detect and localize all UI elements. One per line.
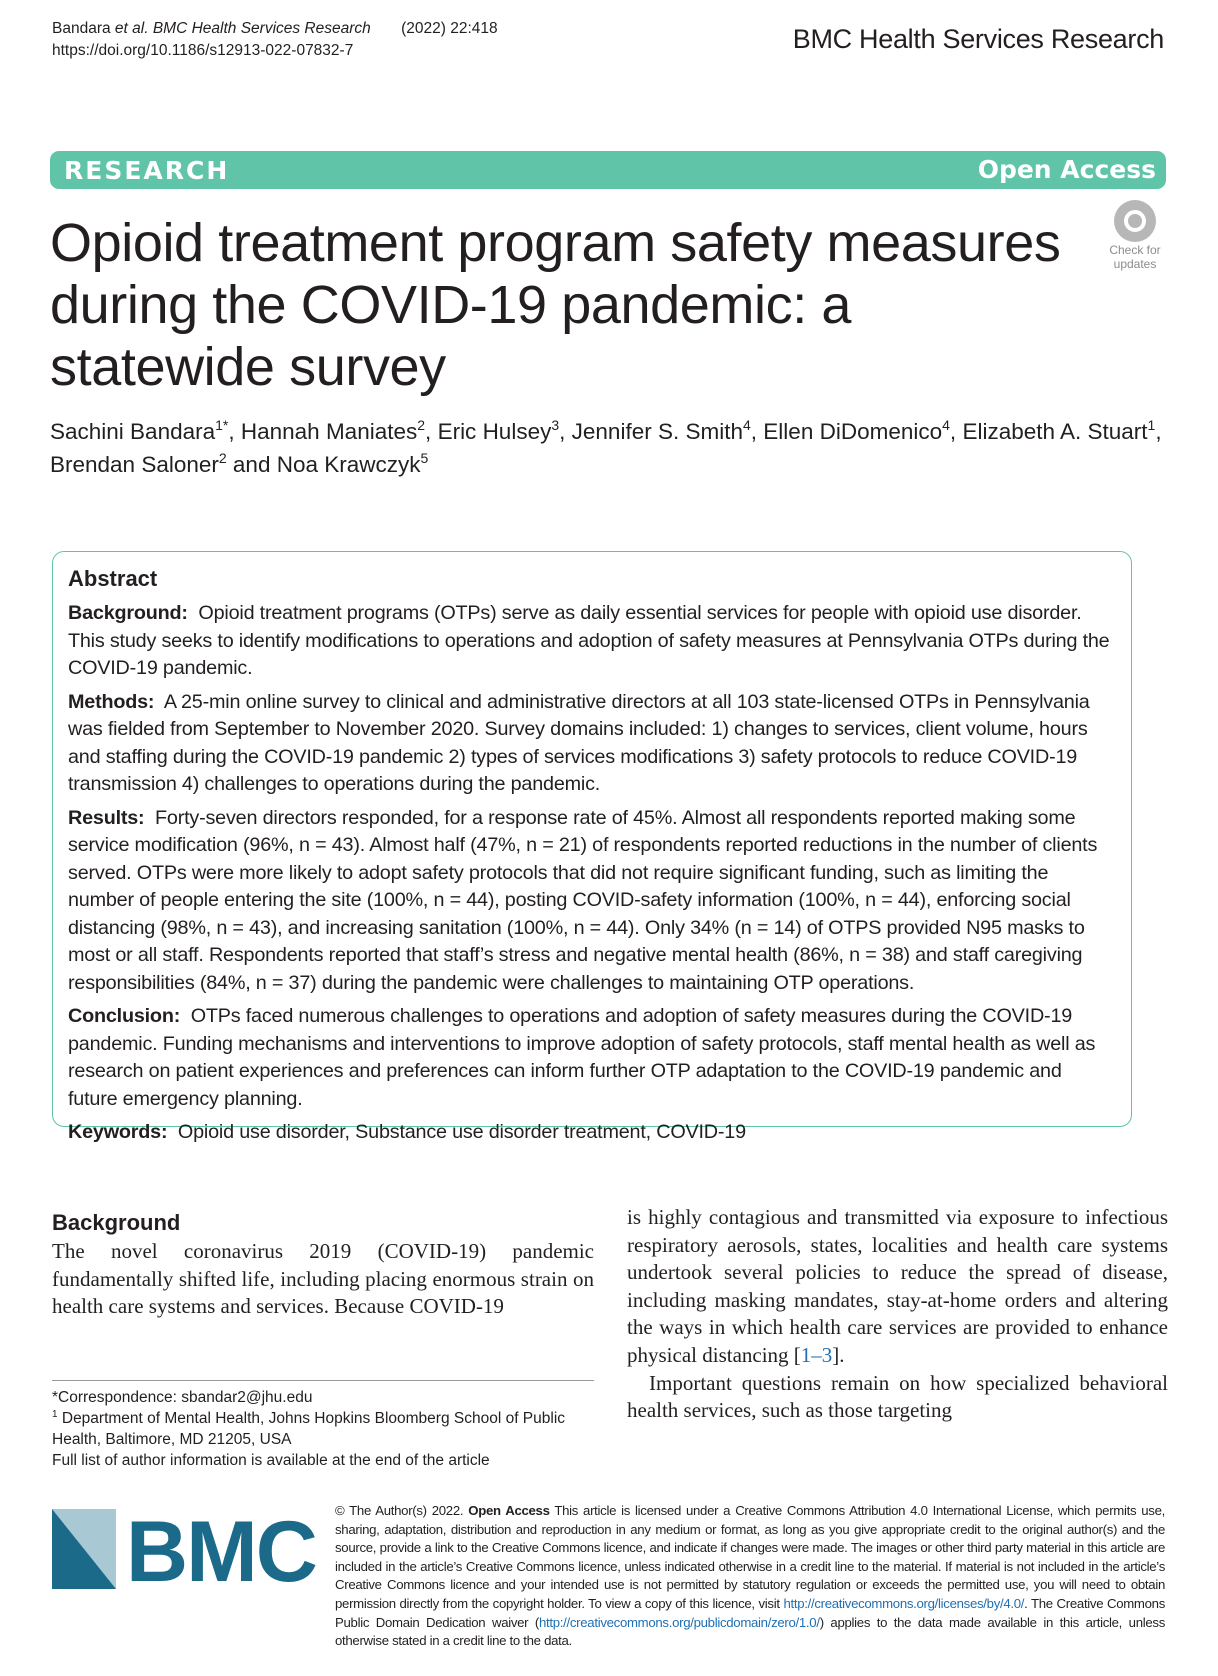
abstract-box	[52, 551, 1132, 1143]
check-updates-line1: Check for	[1109, 243, 1161, 257]
author-name-text: Eric Hulsey	[437, 419, 552, 444]
section-heading-background: Background	[52, 1210, 181, 1235]
check-for-updates-badge[interactable]	[1104, 200, 1166, 271]
license-statement	[335, 1502, 1165, 1651]
header-volume: (2022) 22:418	[401, 20, 498, 37]
abstract-background-label: Background:	[68, 602, 188, 624]
running-header	[52, 18, 498, 62]
license-text-3: ) applies to the data made available in this article, unless otherwise stated in a credit line to the data.	[335, 1614, 1165, 1649]
abstract-results	[68, 805, 1116, 998]
journal-name: BMC Health Services Research	[792, 24, 1164, 54]
author-list	[50, 415, 1170, 481]
author-separator: ,	[559, 419, 572, 444]
author-affiliation-sup: 5	[420, 450, 429, 466]
author-name-text: Elizabeth A. Stuart	[962, 419, 1148, 444]
author-separator: ,	[750, 419, 764, 444]
license-text-1: This article is licensed under a Creative Commons Attribution 4.0 International License, which permits use, sharing, adaptation, distribution and reproduction in any medium or format, as long as you give appropriate credit to the original author(s) and the source, provide a link to the Creative Commons licence, and indicate if changes were made. The images or other third party material in this article are included in the article’s Creative Commons licence, unless indicated otherwise in a credit line to the material. If material is not included in the article’s Creative Commons licence and your intended use is not permitted by statutory regulation or exceeds the permitted use, you will need to obtain permission directly from the copyright holder. To view a copy of this licence, visit	[335, 1503, 1165, 1611]
check-updates-icon	[1114, 200, 1156, 242]
footnotes	[52, 1380, 594, 1471]
header-doi-link[interactable]: https://doi.org/10.1186/s12913-022-07832-7	[52, 42, 354, 59]
header-authors: Bandara	[52, 20, 111, 37]
author-separator: ,	[228, 419, 241, 444]
license-copyright: © The Author(s) 2022.	[335, 1503, 464, 1518]
affiliation-number: 1	[52, 1409, 58, 1420]
section-label: RESEARCH	[64, 156, 230, 185]
author-name-text: Brendan Saloner	[50, 452, 219, 477]
body-left-column	[52, 1208, 594, 1321]
author-name[interactable]	[572, 419, 751, 444]
author-separator: ,	[425, 419, 438, 444]
bmc-logo-text: BMC	[126, 1509, 316, 1589]
author-separator: and	[226, 452, 277, 477]
abstract-methods-text: A 25-min online survey to clinical and administrative directors at all 103 state-licensed OTPs in Pennsylvania was fielded from September to November 2020. Survey domains included: 1) changes to services, client volume, hours and staffing during the COVID-19 pandemic 2) types of services modifications 3) safety protocols to reduce COVID-19 transmission 4) challenges to operations during the pandemic.	[68, 690, 1090, 795]
author-name[interactable]	[438, 419, 560, 444]
author-affiliation-sup: 1	[1147, 417, 1156, 433]
body-paragraph-2: Important questions remain on how specialized behavioral health services, such as those targeting	[627, 1370, 1168, 1423]
license-url-cc-by[interactable]: http://creativecommons.org/licenses/by/4.0/	[783, 1595, 1025, 1611]
abstract-background	[68, 600, 1116, 683]
author-name[interactable]	[241, 419, 425, 444]
body-right-column	[627, 1204, 1168, 1425]
header-journal-abbrev: et al. BMC Health Services Research	[114, 20, 371, 37]
section-banner	[50, 151, 1166, 189]
author-affiliation-sup: 4	[742, 417, 751, 433]
abstract-conclusion-label: Conclusion:	[68, 1005, 181, 1027]
author-affiliation-sup: 2	[218, 450, 227, 466]
license-open-access: Open Access	[468, 1503, 550, 1518]
author-info-note: Full list of author information is available at the end of the article	[52, 1452, 490, 1469]
author-name-text: Jennifer S. Smith	[571, 419, 743, 444]
author-separator: ,	[1155, 419, 1162, 444]
abstract-keywords	[68, 1119, 1116, 1147]
citation-link[interactable]: 1–3	[800, 1342, 833, 1367]
body-paragraph-1-cont-end: ].	[832, 1342, 845, 1367]
author-affiliation-sup: 2	[417, 417, 426, 433]
abstract-heading: Abstract	[68, 566, 158, 591]
check-updates-line2: updates	[1113, 257, 1157, 271]
license-text-2: . The Creative Commons Public Domain Dedication waiver (	[335, 1595, 1165, 1630]
abstract-methods	[68, 689, 1116, 799]
affiliation-text: Department of Mental Health, Johns Hopkins Bloomberg School of Public Health, Baltimore, MD 21205, USA	[52, 1410, 566, 1448]
body-paragraph-1: The novel coronavirus 2019 (COVID-19) pandemic fundamentally shifted life, including placing enormous strain on health care systems and services. Because COVID-19	[52, 1239, 594, 1319]
bmc-logo	[52, 1509, 328, 1589]
author-name[interactable]	[962, 419, 1155, 444]
article-title: Opioid treatment program safety measures during the COVID-19 pandemic: a statewide survey	[50, 213, 1061, 397]
author-name-text: Sachini Bandara	[50, 419, 216, 444]
affiliation-note	[52, 1408, 594, 1450]
abstract-background-text: Opioid treatment programs (OTPs) serve as daily essential services for people with opioid use disorder. This study seeks to identify modifications to operations and adoption of safety measures at Pennsylvania OTPs during the COVID-19 pandemic.	[68, 602, 1110, 679]
abstract-keywords-label: Keywords:	[68, 1121, 168, 1143]
abstract-results-text: Forty-seven directors responded, for a response rate of 45%. Almost all respondents reported making some service modification (96%, n = 43). Almost half (47%, n = 21) of respondents reported reductions in the number of clients served. OTPs were more likely to adopt safety protocols that did not require significant funding, such as limiting the number of people entering the site (100%, n = 44), posting COVID-safety information (100%, n = 44), enforcing social distancing (98%, n = 43), and increasing sanitation (100%, n = 44). Only 34% (n = 14) of OTPS provided N95 masks to most or all staff. Respondents reported that staff’s stress and negative mental health (86%, n = 38) and staff caregiving responsibilities (84%, n = 37) during the pandemic were challenges to maintaining OTP operations.	[68, 806, 1098, 994]
author-name-text: Noa Krawczyk	[276, 452, 421, 477]
correspondence-note: *Correspondence: sbandar2@jhu.edu	[52, 1389, 313, 1406]
abstract-keywords-text: Opioid use disorder, Substance use disorder treatment, COVID-19	[177, 1121, 746, 1143]
running-header-citation	[52, 18, 498, 40]
author-separator: ,	[949, 419, 963, 444]
abstract-methods-label: Methods:	[68, 690, 155, 713]
author-name-text: Hannah Maniates	[240, 419, 418, 444]
author-affiliation-sup: 4	[942, 417, 950, 433]
abstract-conclusion	[68, 1003, 1116, 1113]
abstract-results-label: Results:	[68, 806, 145, 829]
body-paragraph-1-cont	[627, 1204, 1168, 1370]
author-name[interactable]	[50, 452, 227, 477]
author-name[interactable]	[277, 452, 429, 477]
body-paragraph-1-cont-text: is highly contagious and transmitted via exposure to infectious respiratory aerosols, states, localities and health care systems undertook several policies to reduce the spread of disease, including masking mandates, stay-at-home orders and altering the ways in which health care services are provided to enhance physical distancing [	[627, 1205, 1168, 1367]
license-url-cc0[interactable]: http://creativecommons.org/publicdomain/zero/1.0/	[539, 1614, 820, 1630]
open-access-label: Open Access	[977, 155, 1156, 184]
author-affiliation-sup: 1*	[215, 417, 229, 433]
author-name-text: Ellen DiDomenico	[763, 419, 943, 444]
abstract-conclusion-text: OTPs faced numerous challenges to operations and adoption of safety measures during the COVID-19 pandemic. Funding mechanisms and interventions to improve adoption of safety protocols, staff mental health as well as research on patient experiences and preferences can inform further OTP adaptation to the COVID-19 pandemic and future emergency planning.	[68, 1005, 1096, 1110]
author-name[interactable]	[50, 419, 228, 444]
author-name[interactable]	[763, 419, 950, 444]
author-affiliation-sup: 3	[551, 417, 560, 433]
